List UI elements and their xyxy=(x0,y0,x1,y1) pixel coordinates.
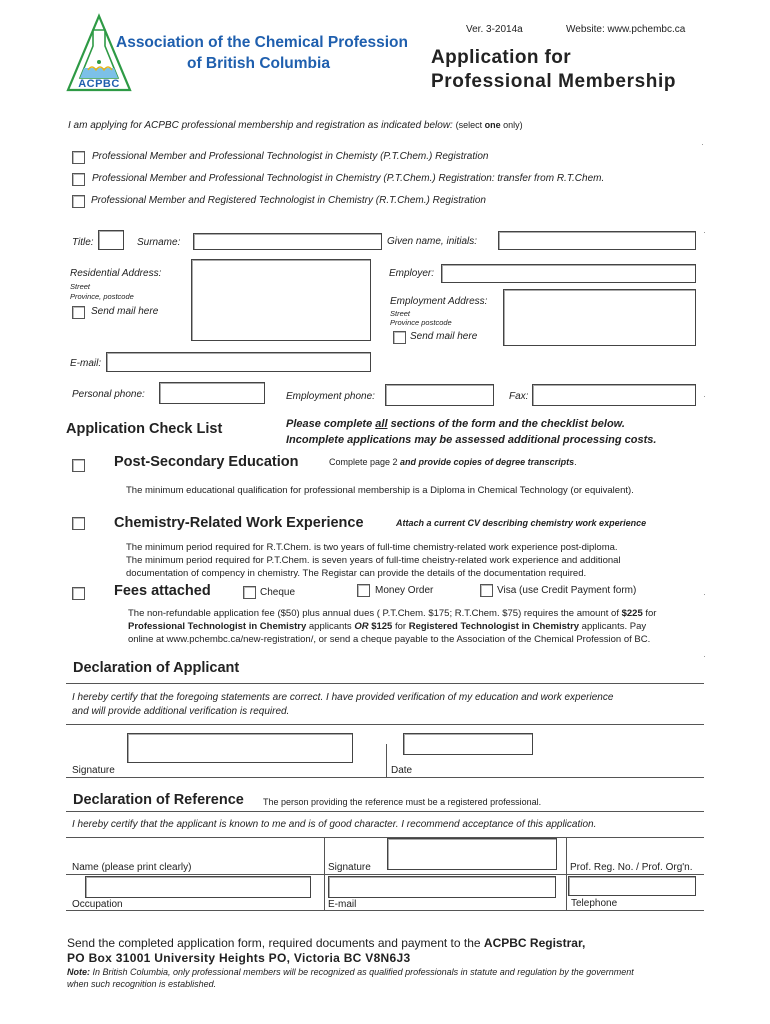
experience-desc-1: The minimum period required for R.T.Chem. is two years of full-time chemistry-related work experience post-diploma. xyxy=(126,542,618,553)
divider xyxy=(66,777,704,778)
applying-intro: I am applying for ACPBC professional membership and registration as indicated below: (select one only) xyxy=(68,120,523,131)
employer-field[interactable] xyxy=(441,264,696,283)
option-ptchem-label: Professional Member and Professional Technologist in Chemisty (P.T.Chem.) Registration xyxy=(92,151,489,162)
employment-send-mail-checkbox[interactable] xyxy=(393,331,406,344)
version: Ver. 3-2014a xyxy=(466,24,523,35)
given-name-field[interactable] xyxy=(498,231,696,250)
checklist-notice-line2: Incomplete applications may be assessed additional processing costs. xyxy=(286,434,657,446)
fees-desc-1: The non-refundable application fee ($50) plus annual dues ( P.T.Chem. $175; R.T.Chem. $75) requires the amount of $225 for xyxy=(128,608,657,619)
money-order-label: Money Order xyxy=(375,585,434,596)
applicant-signature-field[interactable] xyxy=(127,733,353,763)
cheque-checkbox[interactable] xyxy=(243,586,256,599)
reference-email-label: E-mail xyxy=(328,899,357,910)
declaration-applicant-text-1: I hereby certify that the foregoing statements are correct. I have provided verification of my education and work experience xyxy=(72,692,614,703)
divider xyxy=(66,724,704,725)
residential-address-label: Residential Address: xyxy=(70,268,162,279)
reference-signature-field[interactable] xyxy=(387,838,557,870)
page-title-line1: Application for xyxy=(431,47,572,68)
street-label: Street xyxy=(70,282,91,291)
checklist-heading: Application Check List xyxy=(66,421,223,437)
reference-name-label: Name (please print clearly) xyxy=(72,862,192,873)
title-field[interactable] xyxy=(98,230,124,250)
option-ptchem-checkbox[interactable] xyxy=(72,151,85,164)
given-name-label: Given name, initials: xyxy=(387,236,478,247)
surname-label: Surname: xyxy=(137,237,181,248)
visa-label: Visa (use Credit Payment form) xyxy=(497,585,637,596)
personal-phone-label: Personal phone: xyxy=(72,389,145,400)
personal-phone-field[interactable] xyxy=(159,382,265,404)
residential-send-mail-label: Send mail here xyxy=(91,306,159,317)
page-title-line2: Professional Membership xyxy=(431,71,677,92)
divider xyxy=(66,910,704,911)
employment-phone-field[interactable] xyxy=(385,384,494,406)
cheque-label: Cheque xyxy=(260,587,296,598)
fees-label: Fees attached xyxy=(114,583,211,599)
fees-checkbox[interactable] xyxy=(72,587,85,600)
footer-note: Note: In British Columbia, only professional members will be recognized as qualified professionals in statute and regulation by the government when such recognition is established. xyxy=(67,967,634,989)
fax-field[interactable] xyxy=(532,384,696,406)
money-order-checkbox[interactable] xyxy=(357,584,370,597)
employment-send-mail-label: Send mail here xyxy=(410,331,478,342)
reference-email-field[interactable] xyxy=(328,876,556,898)
experience-checkbox[interactable] xyxy=(72,517,85,530)
divider xyxy=(66,811,704,812)
residential-address-field[interactable] xyxy=(191,259,371,341)
reference-occupation-label: Occupation xyxy=(72,899,123,910)
footer-address: PO Box 31001 University Heights PO, Victoria BC V8N6J3 xyxy=(67,951,411,965)
option-transfer-checkbox[interactable] xyxy=(72,173,85,186)
org-name-line2: of British Columbia xyxy=(187,55,330,72)
employment-address-label: Employment Address: xyxy=(390,296,488,307)
footer-send: Send the completed application form, required documents and payment to the ACPBC Registrar, xyxy=(67,936,586,950)
scan-dot xyxy=(704,656,705,657)
fees-desc-2: Professional Technologist in Chemistry applicants OR $125 for Registered Technologist in Chemistry applicants. Pay xyxy=(128,621,647,632)
option-rtchem-checkbox[interactable] xyxy=(72,195,85,208)
reference-telephone-field[interactable] xyxy=(568,876,696,896)
declaration-applicant-text-2: and will provide additional verification is required. xyxy=(72,706,290,717)
education-checkbox[interactable] xyxy=(72,459,85,472)
scan-dot xyxy=(702,144,703,145)
divider xyxy=(66,683,704,684)
emp-province-label: Province postcode xyxy=(390,318,452,327)
residential-send-mail-checkbox[interactable] xyxy=(72,306,85,319)
reference-reg-label: Prof. Reg. No. / Prof. Org'n. xyxy=(570,862,693,873)
scan-dot xyxy=(704,396,705,397)
education-desc: The minimum educational qualification for professional membership is a Diploma in Chemical Technology (or equivalent). xyxy=(126,485,634,496)
divider xyxy=(66,874,704,875)
email-label: E-mail: xyxy=(70,358,102,369)
email-field[interactable] xyxy=(106,352,371,372)
logo-text: ACPBC xyxy=(78,78,120,90)
declaration-reference-text: I hereby certify that the applicant is known to me and is of good character. I recommend acceptance of this application. xyxy=(72,819,597,830)
declaration-reference-heading: Declaration of Reference xyxy=(73,792,244,808)
reference-telephone-label: Telephone xyxy=(571,898,618,909)
declaration-reference-note: The person providing the reference must be a registered professional. xyxy=(263,797,542,807)
emp-street-label: Street xyxy=(390,309,411,318)
surname-field[interactable] xyxy=(193,233,382,250)
divider xyxy=(386,744,387,778)
checklist-notice-line1: Please complete all sections of the form and the checklist below. xyxy=(286,418,625,430)
experience-desc-2: The minimum period required for P.T.Chem. is seven years of full-time cheistry-related work experience and additional xyxy=(126,555,621,566)
experience-label: Chemistry-Related Work Experience xyxy=(114,515,364,531)
province-label: Province, postcode xyxy=(70,292,134,301)
reference-occupation-field[interactable] xyxy=(85,876,311,898)
education-note: Complete page 2 and provide copies of degree transcripts. xyxy=(329,457,577,467)
title-label: Title: xyxy=(72,237,94,248)
applicant-signature-label: Signature xyxy=(72,765,115,776)
option-rtchem-label: Professional Member and Registered Technologist in Chemistry (R.T.Chem.) Registration xyxy=(91,195,486,206)
fax-label: Fax: xyxy=(509,391,529,402)
employer-label: Employer: xyxy=(389,268,435,279)
option-transfer-label: Professional Member and Professional Technologist in Chemistry (P.T.Chem.) Registration: transfer from R.T.Chem. xyxy=(92,173,605,184)
scan-dot xyxy=(704,594,705,595)
org-name-line1: Association of the Chemical Profession xyxy=(116,34,408,51)
education-label: Post-Secondary Education xyxy=(114,454,299,470)
applicant-date-field[interactable] xyxy=(403,733,533,755)
applicant-date-label: Date xyxy=(391,765,413,776)
reference-signature-label: Signature xyxy=(328,862,371,873)
scan-dot xyxy=(704,232,705,233)
divider xyxy=(66,837,704,838)
website: Website: www.pchembc.ca xyxy=(566,24,686,35)
experience-note: Attach a current CV describing chemistry work experience xyxy=(396,518,647,528)
employment-phone-label: Employment phone: xyxy=(286,391,375,402)
declaration-applicant-heading: Declaration of Applicant xyxy=(73,660,240,676)
employment-address-field[interactable] xyxy=(503,289,696,346)
experience-desc-3: documentation of compency in chemistry. The Registar can provide the details of the documentation required. xyxy=(126,568,587,579)
visa-checkbox[interactable] xyxy=(480,584,493,597)
fees-desc-3: online at www.pchembc.ca/new-registration/, or send a cheque payable to the Association of the Chemical Profession of BC. xyxy=(128,634,651,645)
